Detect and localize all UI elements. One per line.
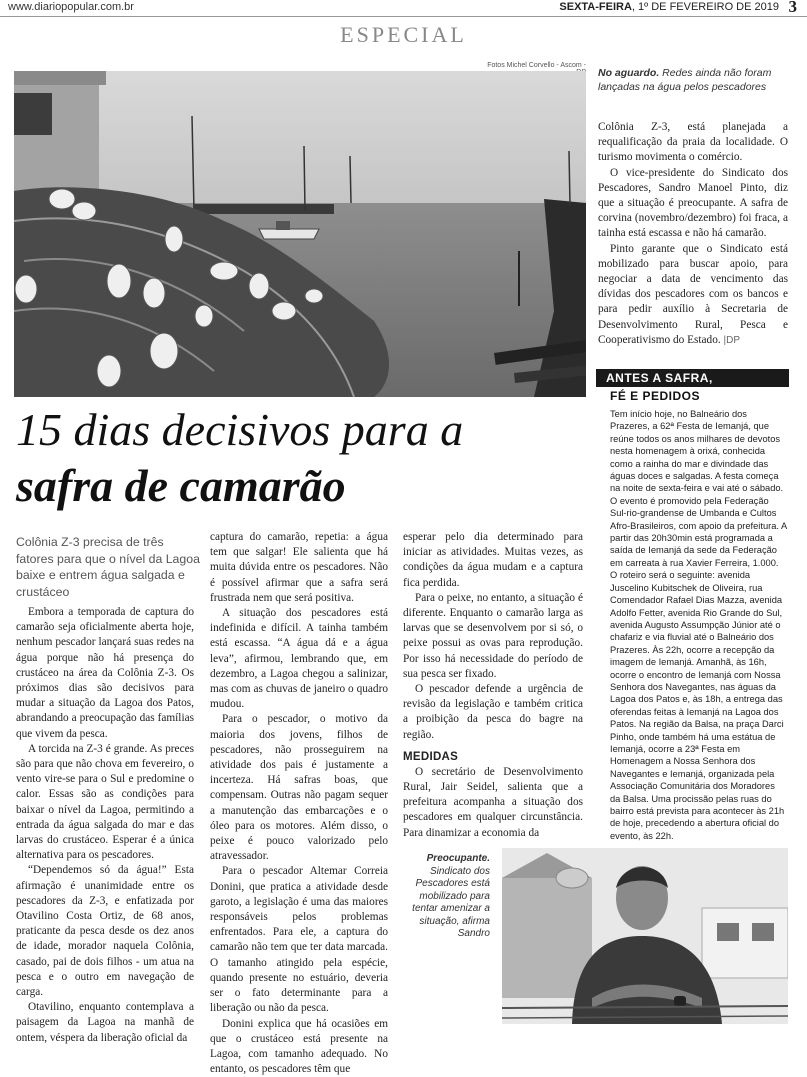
sidebar-box bbox=[596, 369, 789, 842]
paragraph: Donini explica que há ocasiões em que o crustáceo está presente na Lagoa, com tamanho adequado. No entanto, os pescadores têm que bbox=[210, 1017, 388, 1077]
paragraph: A situação dos pescadores está indefinida e difícil. A tainha também está escassa. “A água dá e a água leva”, afirmou, lembrando que, em dezembro, a Lagoa chegou a salinizar, mas com as chuvas de janeiro o quadro mudou. bbox=[210, 606, 388, 712]
headline bbox=[16, 402, 596, 514]
paragraph: Embora a temporada de captura do camarão seja oficialmente aberta hoje, nenhum pescador lançará suas redes na água porque não há presença do crustáceo na área da Colônia Z-3. Os próximos dias são decisivos para mudar a situação da Lagoa dos Patos, abrandando a preocupação das famílias que vivem da pesca. bbox=[16, 605, 194, 742]
paragraph: Para o pescador Altemar Correia Donini, que pratica a atividade desde garoto, a legislação é uma das maiores responsáveis pelos problemas enfrentados. Para ele, a captura do camarão não tem que ter data marcada. O tamanho atingido pela espécie, quando presente no estuário, deveria ser o fato determinante para a liberação ou não da pesca. bbox=[210, 864, 388, 1016]
article-column-2 bbox=[210, 530, 388, 1077]
sidebar-text: Tem início hoje, no Balneário dos Prazeres, a 62ª Festa de Iemanjá, que reúne todos os anos milhares de devotos nesta homenagem à orixá, conhecida como a rainha do mar e divindade das águas doces e salgadas. A festa começa na noite de sexta-feira e vai até o sábado. O evento é promovido pela Federação Sul-rio-grandense de Umbanda e Cultos Afro-Brasileiros, com apoio da prefeitura. A partir das 20h30min está programada a saída de Iemanjá da sede da Federação em carreata à rua Xavier Ferreira, 1.000. O roteiro será o seguinte: avenida Juscelino Kubitschek de Oliveira, rua Comendador Rafael Dias Mazza, avenida Adolfo Fetter, avenida Rio Grande do Sul, avenida Augusto Assumpção Júnior até o chafariz e via fluvial até o Balneário dos Prazeres. Às 22h, ocorre a recepção da imagem de Iemanjá. Amanhã, às 16h, ocorre o encontro de Iemanjá com Nossa Senhora dos Navegantes, nas águas da Lagoa dos Patos e, às 18h, a entrega das oferendas feitas à Iemanjá na Lagoa dos Patos. Na região da Balsa, na praça Darci Pinho, onde também há uma estátua de Iemanjá, ocorre a 23ª Festa em Homenagem a Nossa Senhora dos Navegantes e Iemanjá, organizada pela Associação Comunitária dos Moradores da Balsa. Uma procissão pelas ruas do bairro está prevista para acontecer às 21h de hoje, precedendo a abertura oficial do evento, às 22h. bbox=[596, 408, 789, 842]
paragraph: Otavilino, enquanto contemplava a paisagem da Lagoa na manhã de ontem, véspera da liberação oficial da bbox=[16, 1000, 194, 1046]
harbor-photo-image bbox=[14, 71, 586, 397]
sidebar-subtitle: FÉ E PEDIDOS bbox=[596, 387, 789, 405]
caption-text: Sindicato dos Pescadores está mobilizado para tentar amenizar a situação, afirma Sandro bbox=[412, 866, 490, 940]
article-column-1 bbox=[16, 605, 194, 1046]
paragraph: Para o pescador, o motivo da maioria dos jovens, filhos de pescadores, não prosseguirem na atividade dos pais é justamente a incerteza. Há safras boas, que compensam. Outras não pagam sequer a manutenção das embarcações e o óleo para os motores. Além disso, o peixe é pouco valorizado pelo atravessador. bbox=[210, 712, 388, 864]
photo-credit: Fotos Michel Corvello - Ascom - bbox=[478, 62, 586, 76]
caption-lead: No aguardo. bbox=[598, 67, 659, 79]
paragraph: O secretário de Desenvolvimento Rural, Jair Seidel, salienta que a prefeitura acompanha a situação dos pescadores em qualquer circunstância. Para dinamizar a economia da bbox=[403, 765, 583, 841]
signoff: |DP bbox=[724, 335, 741, 346]
paragraph: “Dependemos só da água!” Esta afirmação é unanimidade entre os pescadores da Z-3, e enfatizada por Otavilino Costa Ortiz, de 68 anos, praticante da pesca desde os dez anos de idade, morador naquela Colônia, casado, pai de dois filhos - um atua na pesca e o outro em navegação de carga. bbox=[16, 863, 194, 1000]
right-column bbox=[598, 120, 788, 348]
deck: Colônia Z-3 precisa de três fatores para que o nível da Lagoa baixe e entrem água salgada e crustáceo bbox=[16, 534, 204, 600]
harbor-photo bbox=[14, 71, 586, 397]
article-column-3 bbox=[403, 530, 583, 841]
paragraph: esperar pelo dia determinado para iniciar as atividades. Muitas vezes, as condições da água mudam e a captura fica perdida. bbox=[403, 530, 583, 591]
headline-line-1: 15 dias decisivos para a bbox=[16, 402, 596, 458]
portrait-caption bbox=[396, 853, 490, 941]
portrait-photo-image bbox=[502, 848, 788, 1024]
site-url[interactable]: www.diariopopular.com.br bbox=[8, 1, 134, 13]
paragraph: A torcida na Z-3 é grande. As preces são para que não chova em fevereiro, o vento vire-se para o Sul e predomine o calor. Essas são as condições para baixar o nível da Lagoa, permitindo a entrada da água salgada do mar e das larvas do crustáceo. Esperar é a única alternativa para os pescadores. bbox=[16, 742, 194, 864]
caption-lead: Preocupante. bbox=[427, 853, 490, 864]
paragraph bbox=[598, 242, 788, 348]
header-rule bbox=[0, 16, 807, 17]
date: , 1º DE FEVEREIRO DE 2019 bbox=[632, 1, 779, 13]
paragraph: captura do camarão, repetia: a água tem que salgar! Ele salienta que há muita dúvida entre os pescadores. Não é possível afirmar que a safra será frustrada nem que será positiva. bbox=[210, 530, 388, 606]
page-number: 3 bbox=[789, 0, 798, 17]
dateline bbox=[559, 1, 779, 13]
sidebar-title: ANTES A SAFRA, bbox=[596, 369, 789, 387]
photo-caption bbox=[598, 66, 783, 94]
subhead: MEDIDAS bbox=[403, 751, 583, 763]
portrait-photo bbox=[502, 848, 788, 1024]
section-title: ESPECIAL bbox=[0, 22, 807, 48]
caption-text: Redes ainda não foram lançadas na água pelos pescadores bbox=[598, 67, 771, 93]
weekday: SEXTA-FEIRA bbox=[559, 1, 632, 13]
paragraph-text: Pinto garante que o Sindicato está mobilizado para buscar apoio, para negociar a data de vencimento das dívidas dos pescadores com os bancos e para pedir auxílio à Secretaria de Desenvolvimento Rural, Pesca e Cooperativismo do Estado. bbox=[598, 243, 788, 346]
paragraph: O vice-presidente do Sindicato dos Pescadores, Sandro Manoel Pinto, diz que a situação é preocupante. A safra de corvina (novembro/dezembro) foi fraca, a tainha está escassa e não há camarão. bbox=[598, 166, 788, 242]
paragraph: O pescador defende a urgência de revisão da legislação e também critica a proibição da pesca do bagre na região. bbox=[403, 682, 583, 743]
headline-line-2: safra de camarão bbox=[16, 458, 596, 514]
paragraph: Colônia Z-3, está planejada a requalificação da praia da localidade. O turismo movimenta o comércio. bbox=[598, 120, 788, 166]
paragraph: Para o peixe, no entanto, a situação é diferente. Enquanto o camarão larga as larvas que se desenvolvem por si só, o peixe possui as ovas para reprodução. Por isso há necessidade do período de sua pesca ser fixado. bbox=[403, 591, 583, 682]
